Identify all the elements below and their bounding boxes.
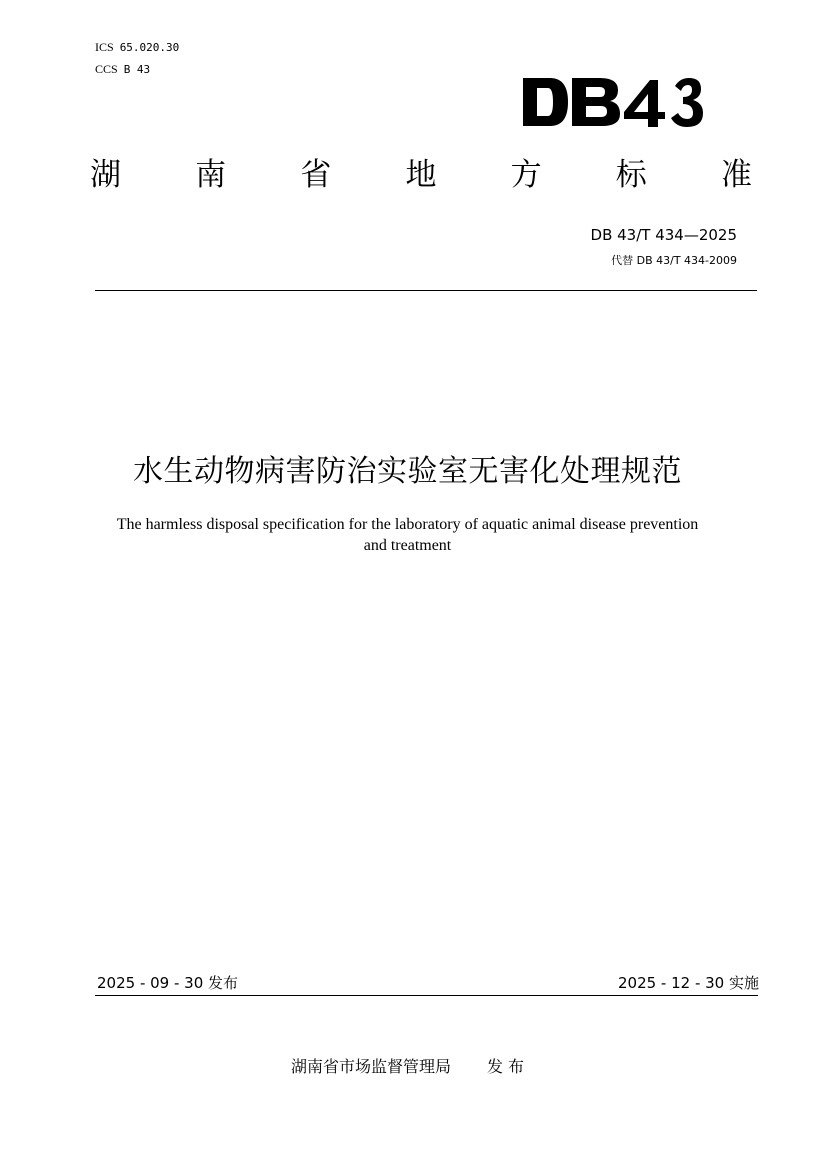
standard-type-char: 地 bbox=[405, 157, 437, 193]
ics-line bbox=[95, 41, 179, 53]
bottom-divider bbox=[95, 995, 758, 996]
publish-date: 2025 - 09 - 30 发布 bbox=[97, 974, 239, 992]
standard-type-heading bbox=[90, 157, 752, 193]
ics-value: 65.020.30 bbox=[119, 41, 180, 54]
standard-type-char: 南 bbox=[195, 157, 227, 193]
standard-type-char: 省 bbox=[300, 157, 332, 193]
title-english: The harmless disposal specification for the laboratory of aquatic animal disease prevention and treatment bbox=[116, 516, 699, 554]
issuer-line bbox=[0, 1054, 815, 1077]
implement-date: 2025 - 12 - 30 实施 bbox=[617, 974, 759, 992]
title-chinese: 水生动物病害防治实验室无害化处理规范 bbox=[133, 454, 682, 489]
standard-code: DB 43/T 434—2025 bbox=[590, 226, 737, 244]
issuer-name: 湖南省市场监督管理局 bbox=[290, 1057, 451, 1076]
standard-type-char: 湖 bbox=[90, 157, 121, 193]
standard-type-char: 标 bbox=[615, 157, 647, 193]
top-divider bbox=[95, 290, 757, 291]
ics-label: ICS bbox=[95, 40, 114, 54]
ccs-value: B 43 bbox=[123, 63, 151, 76]
standard-type-char: 准 bbox=[720, 157, 752, 193]
db43-logo bbox=[520, 72, 705, 132]
replaces-note: 代替 DB 43/T 434-2009 bbox=[611, 254, 737, 267]
issuer-action: 发 布 bbox=[486, 1057, 525, 1076]
ccs-label: CCS bbox=[95, 62, 118, 76]
standard-type-char: 方 bbox=[510, 157, 542, 193]
ccs-line bbox=[95, 63, 150, 75]
